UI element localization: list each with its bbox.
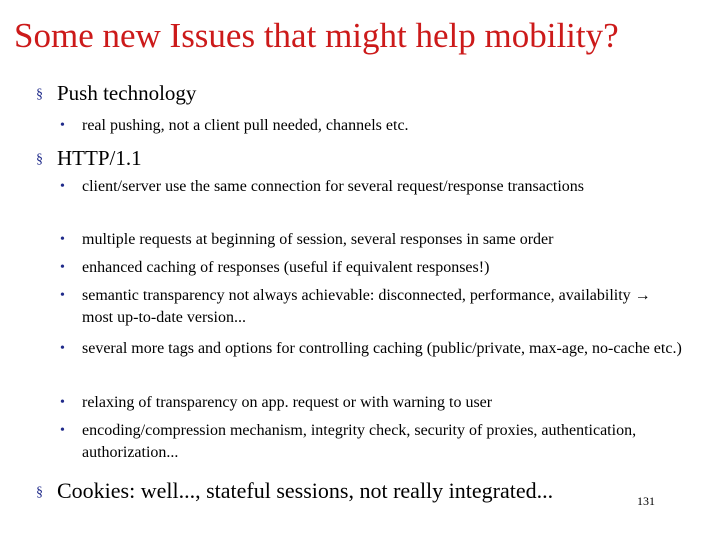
subitem-text: enhanced caching of responses (useful if equivalent responses!) bbox=[82, 259, 490, 276]
subitem bbox=[60, 420, 682, 464]
arrow-right-icon: → bbox=[634, 287, 651, 304]
bullet-text: HTTP/1.1 bbox=[57, 146, 142, 170]
page-number: 131 bbox=[637, 494, 655, 508]
bullet-text: Cookies: well..., stateful sessions, not really integrated... bbox=[57, 478, 554, 503]
subitem bbox=[60, 229, 682, 251]
dot-bullet-icon: • bbox=[60, 118, 65, 133]
subitem bbox=[60, 257, 682, 279]
dot-bullet-icon: • bbox=[60, 341, 65, 356]
subitem bbox=[60, 392, 682, 414]
dot-bullet-icon: • bbox=[60, 288, 65, 303]
subitem bbox=[60, 285, 682, 329]
subitem-text: semantic transparency not always achievable: disconnected, performance, availability bbox=[82, 287, 631, 304]
subitem bbox=[60, 338, 682, 360]
dot-bullet-icon: • bbox=[60, 395, 65, 410]
bullet-http bbox=[36, 146, 142, 172]
dot-bullet-icon: • bbox=[60, 423, 65, 438]
bullet-push-technology bbox=[36, 81, 196, 107]
slide-title: Some new Issues that might help mobility? bbox=[14, 16, 619, 55]
bullet-text: Push technology bbox=[57, 81, 197, 105]
subitem-text: multiple requests at beginning of session, several responses in same order bbox=[82, 231, 554, 248]
subitem-text: relaxing of transparency on app. request or with warning to user bbox=[82, 394, 493, 411]
dot-bullet-icon: • bbox=[60, 232, 65, 247]
subitem-text: client/server use the same connection for several request/response transactions bbox=[82, 178, 585, 195]
subitem bbox=[60, 176, 682, 198]
subitem bbox=[60, 115, 682, 137]
subitem-text-continued: most up-to-date version... bbox=[82, 309, 246, 326]
bullet-cookies bbox=[36, 479, 553, 505]
subitem-text: several more tags and options for controlling caching (public/private, max-age, no-cache etc.) bbox=[82, 340, 682, 357]
subitem-text: real pushing, not a client pull needed, channels etc. bbox=[82, 117, 409, 134]
square-bullet-icon: § bbox=[36, 485, 43, 500]
square-bullet-icon: § bbox=[36, 87, 43, 102]
dot-bullet-icon: • bbox=[60, 260, 65, 275]
square-bullet-icon: § bbox=[36, 152, 43, 167]
dot-bullet-icon: • bbox=[60, 179, 65, 194]
subitem-text: encoding/compression mechanism, integrity check, security of proxies, authentication, authorization... bbox=[82, 422, 637, 461]
